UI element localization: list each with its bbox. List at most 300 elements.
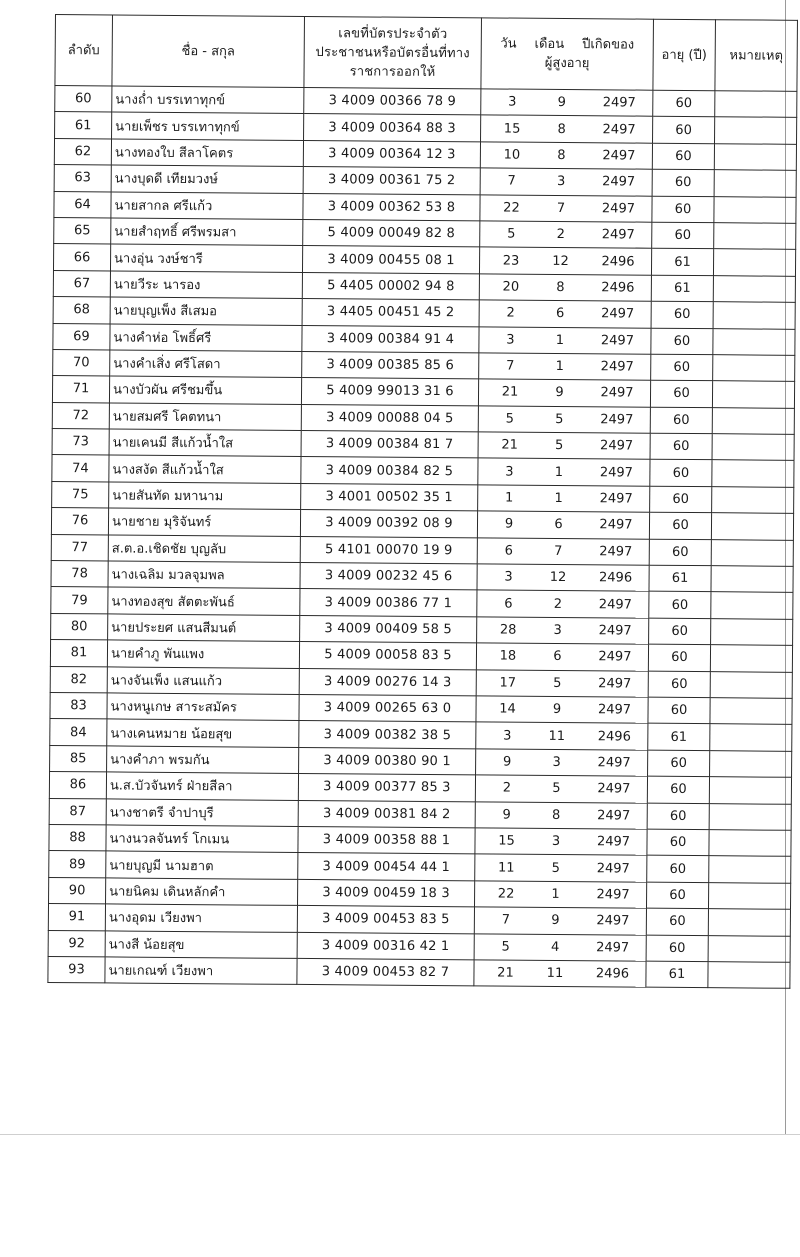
row-full-name: นางเฉลิม มวลจุมพล: [108, 561, 300, 589]
row-full-name: นางบัวผัน ศรีชมขึ้น: [109, 376, 301, 404]
row-full-name: นายบุญมี นามฮาต: [106, 851, 298, 879]
row-id-number: 3 4009 00380 90 1: [299, 747, 476, 775]
row-birth-year: 2497: [601, 201, 636, 217]
row-birth-year: 2497: [598, 596, 632, 613]
row-id-number: 3 4009 00361 75 2: [303, 167, 480, 195]
row-birth-date: [477, 537, 649, 565]
row-id-number: 3 4009 00377 85 3: [298, 774, 475, 802]
row-id-number: 3 4009 00265 63 0: [299, 694, 476, 722]
row-note: [711, 592, 793, 619]
row-number: 71: [52, 376, 109, 403]
row-note: [711, 566, 793, 593]
row-birth-month: 9: [552, 702, 562, 718]
row-id-number: 3 4009 00358 88 1: [298, 826, 475, 854]
row-age: 60: [646, 882, 708, 909]
row-id-number: 3 4009 00381 84 2: [298, 800, 475, 828]
row-birth-day: 15: [503, 121, 521, 137]
row-birth-day: 14: [499, 701, 516, 717]
row-birth-year: 2496: [595, 966, 630, 982]
row-number: 72: [52, 402, 109, 429]
row-number: 84: [50, 719, 107, 746]
row-birth-month: 5: [552, 781, 561, 797]
row-birth-date: [477, 564, 649, 592]
row-number: 91: [48, 904, 105, 931]
row-number: 65: [54, 217, 111, 244]
row-full-name: นายเคนมี สีแก้วน้ำใส: [109, 429, 301, 457]
row-birth-day: 7: [501, 912, 511, 928]
row-birth-date: [479, 326, 651, 354]
row-birth-year: 2497: [601, 227, 635, 243]
row-birth-day: 3: [506, 332, 515, 348]
row-id-number: 3 4001 00502 35 1: [301, 483, 478, 511]
row-birth-month: 1: [555, 359, 564, 375]
row-birth-month: 8: [556, 279, 565, 295]
row-age: 60: [647, 776, 709, 803]
row-full-name: ส.ต.อ.เชิดชัย บุญลับ: [108, 535, 300, 563]
header-elderly: ผู้สูงอายุ: [544, 55, 590, 72]
scan-page-bottom: [0, 1134, 800, 1135]
row-id-number: 3 4009 00384 91 4: [302, 325, 479, 353]
row-age: 61: [649, 565, 711, 592]
row-full-name: นายนิคม เดินหลักคำ: [106, 878, 298, 906]
row-birth-day: 9: [504, 516, 514, 533]
row-note: [710, 698, 792, 725]
row-birth-day: 3: [508, 94, 517, 110]
row-number: 61: [55, 112, 112, 139]
row-birth-day: 15: [498, 833, 515, 849]
row-age: 60: [646, 908, 708, 935]
row-full-name: นายสำฤทธิ์ ศรีพรมสา: [111, 218, 303, 246]
row-birth-day: 7: [507, 173, 516, 189]
header-month: เดือน: [534, 36, 565, 52]
row-id-number: 3 4009 00276 14 3: [299, 668, 476, 696]
row-birth-date: [474, 907, 646, 935]
row-age: 60: [650, 433, 712, 460]
row-birth-date: [479, 353, 651, 381]
row-birth-date: [478, 432, 650, 460]
row-age: 60: [653, 90, 715, 117]
row-full-name: นางคำห่อ โพธิ์ศรี: [110, 323, 302, 351]
row-full-name: นางอุดม เวียงพา: [105, 904, 297, 932]
row-birth-date: [478, 458, 650, 486]
row-id-number: 3 4009 00392 08 9: [300, 510, 477, 538]
row-birth-year: 2497: [599, 464, 634, 481]
row-age: 60: [648, 644, 710, 671]
row-number: 81: [50, 640, 107, 667]
row-age: 61: [651, 249, 713, 276]
row-birth-month: 2: [556, 227, 565, 243]
row-birth-year: 2497: [598, 676, 632, 692]
table-row: [48, 956, 790, 988]
row-birth-month: 8: [552, 807, 561, 823]
row-birth-date: [476, 722, 648, 750]
row-full-name: นางถ่ำ บรรเทาทุกข์: [112, 86, 304, 114]
row-note: [715, 117, 797, 144]
row-birth-year: 2497: [599, 544, 633, 560]
row-id-number: 3 4009 00459 18 3: [298, 879, 475, 907]
row-full-name: นางทองสุข สัตตะพันธ์: [108, 587, 300, 615]
row-number: 64: [54, 191, 111, 218]
row-birth-month: 11: [548, 728, 566, 744]
row-note: [712, 434, 794, 461]
row-birth-month: 1: [554, 490, 563, 507]
row-id-number: 3 4009 00409 58 5: [300, 615, 477, 643]
row-note: [713, 275, 795, 302]
row-birth-month: 2: [553, 596, 563, 612]
row-birth-month: 5: [553, 675, 562, 691]
row-age: 60: [651, 328, 713, 355]
row-birth-day: 20: [502, 279, 520, 295]
row-id-number: 3 4009 00362 53 8: [303, 193, 480, 221]
row-birth-month: 4: [550, 939, 560, 955]
row-birth-day: 21: [501, 385, 519, 401]
row-full-name: นายเกณฑ์ เวียงพา: [105, 957, 297, 985]
row-birth-month: 6: [554, 517, 563, 533]
row-birth-day: 6: [504, 596, 513, 612]
row-note: [713, 328, 795, 355]
row-birth-month: 6: [555, 306, 565, 322]
row-age: 60: [648, 750, 710, 777]
row-birth-month: 12: [549, 570, 567, 586]
row-age: 60: [649, 592, 711, 619]
row-birth-month: 7: [556, 200, 566, 216]
row-birth-year: 2497: [600, 359, 634, 375]
row-id-number: 3 4009 00386 77 1: [300, 589, 477, 617]
row-birth-year: 2497: [602, 95, 636, 111]
row-birth-date: [474, 933, 646, 961]
row-age: 60: [647, 829, 709, 856]
row-birth-day: 3: [504, 569, 513, 585]
row-note: [711, 539, 793, 566]
row-birth-year: 2497: [600, 412, 634, 428]
row-birth-year: 2497: [599, 517, 633, 533]
header-no: ลำดับ: [55, 15, 113, 86]
row-birth-month: 7: [554, 543, 563, 559]
row-birth-year: 2497: [602, 121, 636, 138]
row-birth-month: 1: [551, 886, 560, 902]
row-number: 87: [49, 798, 106, 825]
row-birth-date: [476, 696, 648, 724]
row-age: 60: [650, 460, 712, 487]
row-birth-day: 3: [503, 728, 512, 744]
row-birth-date: [475, 801, 647, 829]
row-birth-year: 2497: [596, 887, 630, 903]
row-id-number: 3 4009 00384 82 5: [301, 457, 478, 485]
row-birth-year: 2497: [596, 939, 630, 956]
header-name: ชื่อ - สกุล: [112, 15, 305, 88]
row-number: 74: [52, 455, 109, 482]
row-birth-day: 10: [503, 147, 521, 163]
row-full-name: น.ส.บัวจันทร์ ฝ่ายสีลา: [106, 772, 298, 800]
row-note: [710, 645, 792, 672]
row-birth-date: [477, 590, 649, 618]
row-birth-month: 5: [551, 860, 561, 876]
row-birth-month: 5: [555, 411, 564, 427]
row-id-number: 5 4101 00070 19 9: [300, 536, 477, 564]
table-header: [55, 15, 798, 92]
row-number: 60: [55, 86, 112, 113]
row-birth-day: 21: [501, 437, 518, 453]
row-birth-day: 22: [503, 200, 520, 216]
header-id-line2: ประชาชนหรือบัตรอื่นที่ทาง: [315, 44, 470, 61]
row-full-name: นางเคนหมาย น้อยสุข: [107, 719, 299, 747]
row-birth-day: 9: [502, 807, 511, 823]
row-birth-date: [476, 643, 648, 671]
row-id-number: 3 4009 00232 45 6: [300, 562, 477, 590]
row-birth-date: [474, 881, 646, 909]
row-age: 60: [651, 354, 713, 381]
row-note: [713, 249, 795, 276]
header-id-line3: ราชการออกให้: [349, 63, 436, 80]
row-id-number: 5 4009 99013 31 6: [301, 378, 478, 406]
row-note: [709, 856, 791, 883]
row-birth-date: [481, 89, 653, 117]
row-birth-day: 23: [502, 253, 520, 269]
row-number: 82: [50, 666, 107, 693]
row-birth-month: 5: [554, 438, 564, 454]
row-age: 60: [647, 856, 709, 883]
row-age: 60: [652, 222, 714, 249]
row-birth-year: 2497: [596, 834, 631, 850]
row-age: 60: [653, 117, 715, 144]
row-birth-year: 2497: [597, 755, 631, 771]
row-id-number: 3 4009 00366 78 9: [304, 87, 481, 115]
row-birth-month: 8: [557, 147, 566, 163]
row-birth-year: 2497: [597, 808, 631, 824]
row-full-name: นายวีระ นารอง: [110, 271, 302, 299]
row-birth-date: [475, 775, 647, 803]
row-birth-day: 17: [499, 675, 517, 691]
row-note: [708, 935, 790, 962]
row-birth-month: 9: [557, 95, 567, 111]
row-birth-month: 3: [552, 754, 561, 770]
row-number: 90: [49, 877, 106, 904]
row-birth-year: 2497: [597, 702, 632, 718]
header-id-line1: เลขที่บัตรประจำตัว: [338, 25, 448, 42]
row-number: 77: [51, 534, 108, 561]
row-age: 61: [651, 275, 713, 302]
row-birth-date: [478, 406, 650, 434]
row-birth-month: 6: [553, 649, 562, 665]
row-age: 60: [649, 618, 711, 645]
row-birth-month: 11: [546, 965, 564, 982]
row-birth-year: 2497: [600, 438, 634, 454]
row-birth-day: 1: [505, 490, 514, 506]
row-number: 67: [53, 270, 110, 297]
row-birth-date: [476, 749, 648, 777]
row-age: 60: [652, 143, 714, 170]
row-birth-date: [479, 300, 651, 328]
row-id-number: 3 4009 00384 81 7: [301, 431, 478, 459]
row-birth-year: 2497: [599, 491, 633, 507]
row-age: 60: [649, 512, 711, 539]
row-full-name: นายบุญเพ็ง สีเสมอ: [110, 297, 302, 325]
row-note: [712, 381, 794, 408]
header-note: หมายเหตุ: [715, 20, 798, 92]
row-birth-day: 21: [497, 965, 514, 981]
row-number: 68: [53, 297, 110, 324]
row-birth-date: [475, 854, 647, 882]
row-birth-date: [480, 142, 652, 170]
row-note: [708, 909, 790, 936]
row-id-number: 3 4009 00088 04 5: [301, 404, 478, 432]
row-note: [710, 750, 792, 777]
row-number: 70: [53, 349, 110, 376]
row-number: 88: [49, 824, 106, 851]
row-birth-month: 8: [557, 121, 566, 137]
row-birth-day: 5: [501, 939, 510, 955]
row-id-number: 3 4405 00451 45 2: [302, 299, 479, 327]
row-note: [714, 143, 796, 170]
row-birth-year: 2496: [601, 253, 635, 270]
row-id-number: 3 4009 00316 42 1: [297, 932, 474, 960]
row-note: [709, 803, 791, 830]
row-age: 61: [648, 724, 710, 751]
row-age: 60: [650, 380, 712, 407]
row-birth-date: [480, 168, 652, 196]
row-birth-year: 2497: [600, 333, 635, 349]
row-full-name: นางทองใบ สีลาโคตร: [111, 139, 303, 167]
row-full-name: นางสงัด สีแก้วน้ำใส: [109, 455, 301, 483]
row-note: [710, 724, 792, 751]
row-birth-day: 28: [499, 622, 517, 638]
row-number: 76: [51, 508, 108, 535]
row-birth-year: 2497: [600, 385, 634, 402]
row-birth-year: 2497: [602, 174, 636, 190]
row-note: [714, 223, 796, 250]
row-number: 89: [49, 851, 106, 878]
row-birth-date: [474, 960, 646, 988]
row-birth-day: 18: [499, 648, 517, 665]
row-age: 60: [648, 697, 710, 724]
row-id-number: 3 4009 00454 44 1: [298, 853, 475, 881]
row-note: [712, 487, 794, 514]
row-full-name: นายสันทัด มหานาม: [109, 482, 301, 510]
row-age: 60: [650, 486, 712, 513]
row-birth-day: 5: [505, 411, 515, 427]
row-number: 92: [48, 930, 105, 957]
row-number: 78: [51, 561, 108, 588]
row-number: 69: [53, 323, 110, 350]
row-id-number: 3 4009 00453 83 5: [297, 906, 474, 934]
row-number: 93: [48, 956, 105, 983]
row-birth-day: 5: [507, 226, 516, 242]
header-day: วัน: [500, 36, 517, 52]
row-birth-year: 2497: [601, 306, 635, 322]
row-id-number: 5 4009 00058 83 5: [299, 642, 476, 670]
row-full-name: นายคำภู พันแพง: [107, 640, 299, 668]
row-birth-day: 9: [502, 754, 512, 770]
row-age: 60: [652, 169, 714, 196]
row-birth-year: 2497: [598, 649, 632, 665]
row-birth-day: 3: [505, 464, 514, 480]
row-note: [709, 777, 791, 804]
row-full-name: นายชาย มุริจันทร์: [108, 508, 300, 536]
row-number: 73: [52, 429, 109, 456]
row-birth-date: [475, 828, 647, 856]
row-full-name: นางคำเสิ่ง ศรีโสดา: [110, 350, 302, 378]
header-age: อายุ (ปี): [653, 19, 716, 90]
header-birth-date: [481, 18, 654, 90]
row-birth-month: 1: [554, 464, 564, 480]
row-age: 61: [646, 961, 708, 988]
row-age: 60: [648, 671, 710, 698]
row-age: 60: [652, 196, 714, 223]
row-age: 60: [649, 539, 711, 566]
row-full-name: นายประยศ แสนสีมนต์: [108, 614, 300, 642]
row-birth-month: 3: [551, 834, 561, 850]
row-note: [714, 170, 796, 197]
row-birth-date: [481, 115, 653, 143]
row-note: [711, 513, 793, 540]
elderly-roster-table: [47, 14, 798, 989]
row-birth-year: 2496: [598, 570, 633, 586]
row-birth-date: [476, 669, 648, 697]
row-birth-day: 22: [497, 886, 515, 902]
row-birth-month: 9: [551, 913, 560, 929]
row-birth-day: 2: [506, 305, 515, 321]
row-age: 60: [646, 935, 708, 962]
row-full-name: นางจันเพ็ง แสนแก้ว: [107, 667, 299, 695]
row-id-number: 3 4009 00455 08 1: [302, 246, 479, 274]
row-birth-date: [478, 485, 650, 513]
row-birth-month: 3: [556, 174, 566, 190]
row-full-name: นางคำภา พรมกัน: [107, 746, 299, 774]
row-birth-date: [479, 247, 651, 275]
row-full-name: นายสมศรี โคตทนา: [109, 403, 301, 431]
row-birth-day: 11: [497, 860, 515, 876]
row-full-name: นายสากล ศรีแก้ว: [111, 192, 303, 220]
row-id-number: 5 4405 00002 94 8: [302, 272, 479, 300]
row-age: 60: [647, 803, 709, 830]
row-note: [709, 830, 791, 857]
row-full-name: นางหนูเกษ สาระสมัคร: [107, 693, 299, 721]
row-number: 79: [51, 587, 108, 614]
row-birth-month: 3: [553, 622, 562, 638]
row-birth-year: 2497: [598, 623, 632, 639]
row-note: [713, 302, 795, 329]
row-age: 60: [650, 407, 712, 434]
row-birth-month: 12: [552, 253, 569, 269]
row-note: [710, 671, 792, 698]
row-age: 60: [651, 301, 713, 328]
row-birth-date: [477, 511, 649, 539]
row-full-name: นางนวลจันทร์ โกเมน: [106, 825, 298, 853]
row-birth-year: 2497: [597, 781, 631, 797]
row-note: [708, 882, 790, 909]
row-number: 62: [54, 138, 111, 165]
row-full-name: นางสี น้อยสุข: [105, 930, 297, 958]
row-full-name: นายเพ็ชร บรรเทาทุกข์: [112, 112, 304, 140]
header-row: [55, 15, 798, 92]
row-note: [712, 407, 794, 434]
row-number: 86: [49, 772, 106, 799]
row-id-number: 3 4009 00453 82 7: [297, 958, 474, 986]
row-birth-date: [480, 221, 652, 249]
row-note: [712, 460, 794, 487]
row-note: [708, 962, 790, 989]
row-id-number: 3 4009 00385 85 6: [302, 351, 479, 379]
header-id-card: [304, 16, 482, 88]
row-id-number: 3 4009 00382 38 5: [299, 721, 476, 749]
row-full-name: นางอุ่น วงษ์ชารี: [110, 244, 302, 272]
row-birth-month: 1: [555, 332, 565, 348]
row-birth-year: 2497: [602, 148, 636, 164]
row-number: 80: [51, 613, 108, 640]
row-number: 63: [54, 165, 111, 192]
row-birth-date: [477, 617, 649, 645]
row-note: [715, 91, 797, 118]
